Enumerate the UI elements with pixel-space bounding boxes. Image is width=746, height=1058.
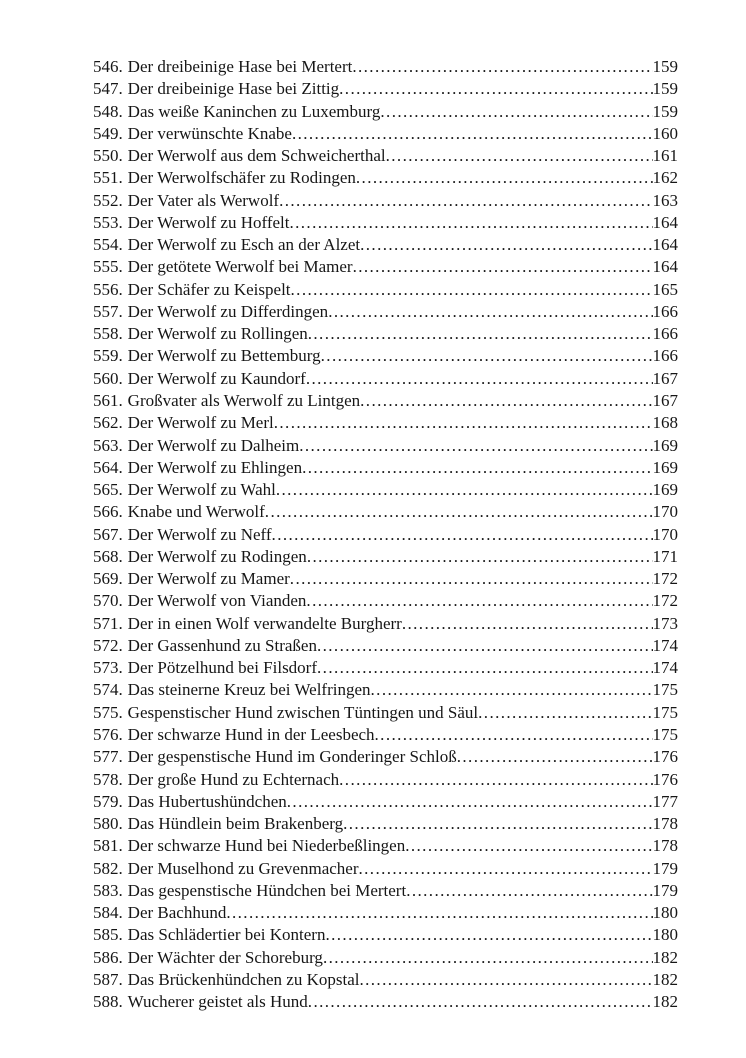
toc-entry [93, 746, 678, 768]
toc-entry [93, 256, 678, 278]
table-of-contents [93, 56, 678, 1013]
entry-number: 581. [93, 836, 123, 856]
toc-entry [93, 368, 678, 390]
dot-leader [478, 702, 652, 724]
entry-number: 550. [93, 146, 123, 166]
entry-title: Das Schlädertier bei Kontern [127, 925, 326, 945]
dot-leader [339, 78, 652, 100]
dot-leader [323, 947, 653, 969]
entry-title: Der Werwolf von Vianden [127, 591, 307, 611]
entry-title: Das Hubertushündchen [127, 791, 287, 811]
entry-number: 554. [93, 235, 123, 255]
entry-number: 556. [93, 279, 123, 299]
dot-leader [226, 902, 652, 924]
toc-entry [93, 234, 678, 256]
toc-entry [93, 524, 678, 546]
entry-title: Der Werwolf zu Kaundorf [127, 368, 306, 388]
entry-number: 575. [93, 702, 123, 722]
entry-page-number: 163 [652, 190, 678, 210]
entry-title: Der schwarze Hund bei Niederbeßlingen [127, 836, 406, 856]
entry-number: 583. [93, 880, 123, 900]
entry-number: 565. [93, 480, 123, 500]
entry-number: 553. [93, 212, 123, 232]
entry-title: Der schwarze Hund in der Leesbech [127, 724, 375, 744]
dot-leader [287, 791, 653, 813]
entry-page-number: 174 [652, 635, 678, 655]
entry-page-number: 182 [652, 992, 678, 1012]
toc-entry [93, 702, 678, 724]
entry-title: Der gespenstische Hund im Gonderinger Schloß [127, 747, 457, 767]
entry-page-number: 169 [652, 435, 678, 455]
dot-leader [386, 145, 653, 167]
dot-leader [307, 546, 653, 568]
entry-title: Der Werwolf aus dem Schweicherthal [127, 146, 386, 166]
entry-number: 582. [93, 858, 123, 878]
toc-entry [93, 167, 678, 189]
dot-leader [402, 613, 653, 635]
entry-number: 567. [93, 524, 123, 544]
dot-leader [406, 880, 652, 902]
dot-leader [302, 457, 652, 479]
toc-entry [93, 902, 678, 924]
entry-number: 580. [93, 814, 123, 834]
entry-title: Der Werwolf zu Esch an der Alzet [127, 235, 361, 255]
entry-page-number: 165 [652, 279, 678, 299]
dot-leader [359, 858, 653, 880]
dot-leader [375, 724, 653, 746]
dot-leader [265, 501, 653, 523]
entry-page-number: 177 [652, 791, 678, 811]
entry-page-number: 166 [652, 301, 678, 321]
entry-title: Der dreibeinige Hase bei Zittig [127, 79, 340, 99]
entry-page-number: 176 [652, 769, 678, 789]
entry-title: Das weiße Kaninchen zu Luxemburg [127, 101, 381, 121]
entry-title: Der Werwolf zu Hoffelt [127, 212, 290, 232]
toc-entry [93, 479, 678, 501]
entry-number: 555. [93, 257, 123, 277]
entry-title: Der Werwolf zu Differdingen [127, 301, 329, 321]
entry-page-number: 172 [652, 591, 678, 611]
entry-page-number: 175 [652, 702, 678, 722]
dot-leader [328, 301, 652, 323]
toc-entry [93, 679, 678, 701]
entry-page-number: 159 [652, 101, 678, 121]
dot-leader [339, 769, 652, 791]
entry-number: 568. [93, 546, 123, 566]
dot-leader [308, 323, 653, 345]
entry-title: Das Hündlein beim Brakenberg [127, 814, 344, 834]
toc-entry [93, 435, 678, 457]
dot-leader [289, 212, 652, 234]
entry-page-number: 169 [652, 457, 678, 477]
entry-page-number: 164 [652, 257, 678, 277]
toc-entry [93, 858, 678, 880]
entry-number: 571. [93, 613, 123, 633]
toc-entry [93, 345, 678, 367]
entry-number: 551. [93, 168, 123, 188]
entry-page-number: 159 [652, 57, 678, 76]
entry-page-number: 173 [652, 613, 678, 633]
entry-number: 558. [93, 324, 123, 344]
dot-leader [317, 635, 653, 657]
toc-entry [93, 412, 678, 434]
dot-leader [360, 234, 652, 256]
entry-page-number: 167 [652, 390, 678, 410]
toc-entry [93, 613, 678, 635]
dot-leader [457, 746, 653, 768]
toc-entry [93, 56, 678, 78]
entry-page-number: 170 [652, 502, 678, 522]
dot-leader [308, 991, 653, 1013]
entry-title: Knabe und Werwolf [127, 502, 265, 522]
entry-number: 564. [93, 457, 123, 477]
entry-page-number: 161 [652, 146, 678, 166]
dot-leader [405, 835, 652, 857]
entry-page-number: 180 [652, 925, 678, 945]
dot-leader [317, 657, 652, 679]
dot-leader [292, 123, 653, 145]
dot-leader [325, 924, 652, 946]
entry-page-number: 164 [652, 212, 678, 232]
toc-entry [93, 991, 678, 1013]
toc-entry [93, 813, 678, 835]
toc-entry [93, 924, 678, 946]
dot-leader [274, 412, 653, 434]
entry-title: Der Wächter der Schoreburg [127, 947, 323, 967]
entry-title: Der Werwolfschäfer zu Rodingen [127, 168, 356, 188]
dot-leader [321, 345, 653, 367]
entry-title: Der Werwolf zu Bettemburg [127, 346, 321, 366]
entry-title: Der Muselhond zu Grevenmacher [127, 858, 359, 878]
entry-number: 579. [93, 791, 123, 811]
entry-number: 577. [93, 747, 123, 767]
toc-entry [93, 635, 678, 657]
entry-number: 557. [93, 301, 123, 321]
entry-title: Der Werwolf zu Neff [127, 524, 272, 544]
entry-page-number: 182 [652, 947, 678, 967]
entry-number: 561. [93, 390, 123, 410]
entry-title: Großvater als Werwolf zu Lintgen [127, 390, 361, 410]
entry-title: Der Werwolf zu Ehlingen [127, 457, 303, 477]
dot-leader [290, 568, 653, 590]
entry-number: 570. [93, 591, 123, 611]
toc-entry [93, 724, 678, 746]
entry-page-number: 162 [652, 168, 678, 188]
entry-page-number: 168 [652, 413, 678, 433]
entry-number: 546. [93, 57, 123, 76]
entry-number: 584. [93, 903, 123, 923]
entry-page-number: 182 [652, 969, 678, 989]
toc-entry [93, 101, 678, 123]
entry-title: Der Werwolf zu Mamer [127, 569, 290, 589]
entry-title: Der Werwolf zu Rollingen [127, 324, 308, 344]
toc-entry [93, 390, 678, 412]
dot-leader [360, 390, 652, 412]
entry-title: Gespenstischer Hund zwischen Tüntingen und Säul [127, 702, 479, 722]
entry-number: 562. [93, 413, 123, 433]
toc-entry [93, 190, 678, 212]
entry-page-number: 178 [652, 814, 678, 834]
toc-entry [93, 78, 678, 100]
toc-entry [93, 501, 678, 523]
entry-number: 549. [93, 123, 123, 143]
toc-entry [93, 590, 678, 612]
entry-number: 587. [93, 969, 123, 989]
toc-entry [93, 457, 678, 479]
dot-leader [380, 101, 652, 123]
entry-title: Wucherer geistet als Hund [127, 992, 308, 1012]
entry-title: Der Bachhund [127, 903, 227, 923]
entry-page-number: 170 [652, 524, 678, 544]
entry-title: Das steinerne Kreuz bei Welfringen [127, 680, 371, 700]
toc-entry [93, 947, 678, 969]
entry-page-number: 166 [652, 324, 678, 344]
entry-number: 552. [93, 190, 123, 210]
entry-title: Der Schäfer zu Keispelt [127, 279, 291, 299]
dot-leader [306, 590, 652, 612]
dot-leader [371, 679, 653, 701]
entry-number: 576. [93, 724, 123, 744]
dot-leader [291, 279, 653, 301]
toc-entry [93, 769, 678, 791]
entry-title: Der Werwolf zu Merl [127, 413, 274, 433]
entry-page-number: 179 [652, 880, 678, 900]
toc-entry [93, 880, 678, 902]
dot-leader [359, 969, 652, 991]
entry-page-number: 169 [652, 480, 678, 500]
entry-number: 586. [93, 947, 123, 967]
entry-number: 578. [93, 769, 123, 789]
entry-page-number: 159 [652, 79, 678, 99]
entry-title: Der in einen Wolf verwandelte Burgherr [127, 613, 402, 633]
toc-entry [93, 657, 678, 679]
entry-number: 559. [93, 346, 123, 366]
entry-title: Der Werwolf zu Wahl [127, 480, 276, 500]
toc-entry [93, 835, 678, 857]
entry-page-number: 171 [652, 546, 678, 566]
entry-number: 569. [93, 569, 123, 589]
dot-leader [352, 56, 652, 78]
entry-title: Der Werwolf zu Rodingen [127, 546, 307, 566]
entry-title: Der Gassenhund zu Straßen [127, 635, 317, 655]
dot-leader [343, 813, 652, 835]
entry-number: 585. [93, 925, 123, 945]
entry-page-number: 174 [652, 658, 678, 678]
entry-page-number: 180 [652, 903, 678, 923]
dot-leader [276, 479, 653, 501]
dot-leader [299, 435, 652, 457]
toc-entry [93, 791, 678, 813]
entry-number: 548. [93, 101, 123, 121]
entry-title: Der dreibeinige Hase bei Mertert [127, 57, 353, 76]
entry-page-number: 178 [652, 836, 678, 856]
toc-entry [93, 568, 678, 590]
entry-title: Der verwünschte Knabe [127, 123, 292, 143]
toc-entry [93, 123, 678, 145]
entry-page-number: 176 [652, 747, 678, 767]
entry-number: 573. [93, 658, 123, 678]
entry-number: 560. [93, 368, 123, 388]
toc-entry [93, 546, 678, 568]
entry-title: Der Werwolf zu Dalheim [127, 435, 300, 455]
entry-page-number: 164 [652, 235, 678, 255]
entry-number: 574. [93, 680, 123, 700]
entry-number: 566. [93, 502, 123, 522]
toc-entry [93, 212, 678, 234]
entry-page-number: 167 [652, 368, 678, 388]
toc-entry [93, 279, 678, 301]
entry-page-number: 166 [652, 346, 678, 366]
toc-entry [93, 969, 678, 991]
toc-entry [93, 301, 678, 323]
entry-page-number: 179 [652, 858, 678, 878]
dot-leader [279, 190, 652, 212]
entry-title: Das Brückenhündchen zu Kopstal [127, 969, 360, 989]
entry-number: 572. [93, 635, 123, 655]
entry-title: Der Vater als Werwolf [127, 190, 280, 210]
entry-page-number: 172 [652, 569, 678, 589]
entry-title: Das gespenstische Hündchen bei Mertert [127, 880, 407, 900]
entry-title: Der Pötzelhund bei Filsdorf [127, 658, 318, 678]
entry-number: 588. [93, 992, 123, 1012]
dot-leader [356, 167, 653, 189]
dot-leader [306, 368, 653, 390]
entry-page-number: 175 [652, 724, 678, 744]
entry-number: 547. [93, 79, 123, 99]
toc-entry [93, 145, 678, 167]
entry-title: Der große Hund zu Echternach [127, 769, 340, 789]
dot-leader [353, 256, 653, 278]
entry-page-number: 175 [652, 680, 678, 700]
entry-page-number: 160 [652, 123, 678, 143]
entry-title: Der getötete Werwolf bei Mamer [127, 257, 353, 277]
toc-entry [93, 323, 678, 345]
entry-number: 563. [93, 435, 123, 455]
dot-leader [272, 524, 653, 546]
